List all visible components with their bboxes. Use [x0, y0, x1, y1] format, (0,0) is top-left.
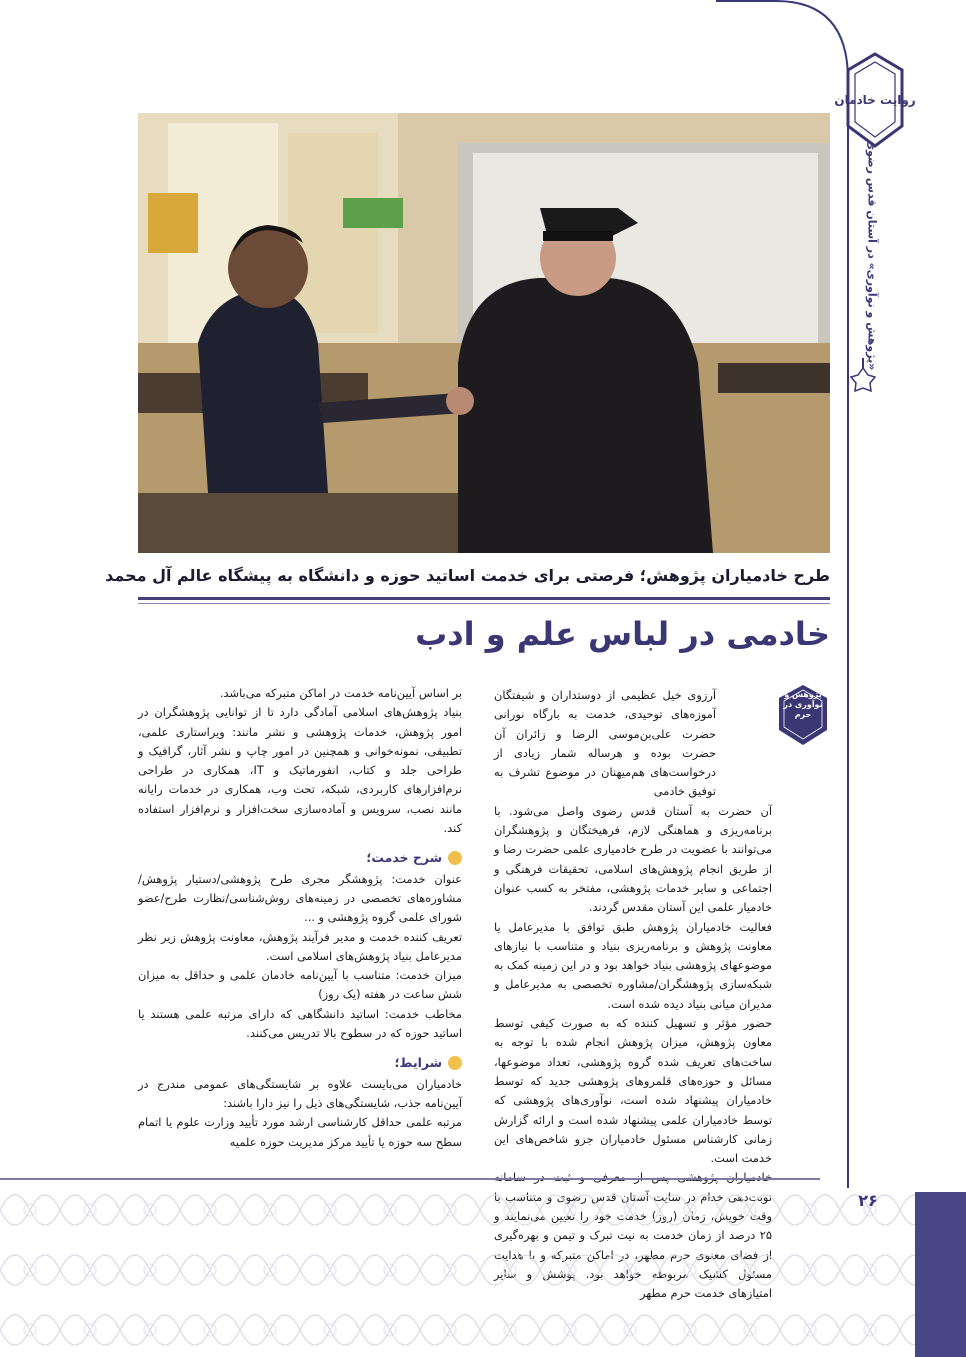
article-paragraph: مرتبه علمی حداقل کارشناسی ارشد مورد تأیید وزارت علوم یا اتمام سطح سه حوزه یا تأیید مرکز مدیریت حوزه علمیه — [138, 1115, 462, 1149]
section-heading-label: شرایط؛ — [394, 1055, 442, 1071]
article-paragraph: عنوان خدمت: پژوهشگر مجری طرح پژوهشی/دستیار پژوهش/مشاوره‌های تخصصی در زمینه‌های روش‌شناسی/نظارت طرح/عضو شورای علمی گروه پژوهشی و ... — [138, 871, 462, 925]
logo-text: روایت خادمان — [834, 93, 916, 107]
divider-line-thin — [138, 603, 830, 604]
article-photo — [138, 113, 830, 553]
side-color-band — [915, 1192, 966, 1357]
article-paragraph: حضور مؤثر و تسهیل کننده که به صورت کیفی توسط معاون پژوهش، میزان پژوهش انجام شده با توجه به ساخت‌های تعریف شده گروه پژوهشی، تعداد موضوعها، مسائل و حوزه‌های قلمروهای پژوهشی جدید که توسط خادمیاران پیشنهاد شده است، نوآوری‌های پژوهشی که توسط خادمیاران علمی پیشنهاد شده است و ارائه گزارش زمانی کارشناس مسئول خادمیاران جزو شاخص‌های این خدمت است. — [494, 1016, 772, 1166]
article-paragraph: بر اساس آیین‌نامه خدمت در اماکن متبرکه می‌باشد. — [219, 686, 462, 700]
article-subtitle: طرح خادمیاران پژوهش؛ فرصتی برای خدمت اساتید حوزه و دانشگاه به پیشگاه عالم آل محمد — [105, 566, 830, 585]
article-paragraph: میزان خدمت: متناسب با آیین‌نامه خادمان علمی و حداقل به میزان شش ساعت در هفته (یک روز) — [138, 968, 462, 1002]
divider-line — [138, 597, 830, 600]
frame-vertical-line — [847, 178, 849, 1188]
footer-pattern — [0, 1180, 915, 1357]
star-ornament-icon — [850, 358, 876, 398]
section-heading-label: شرح خدمت؛ — [366, 850, 442, 866]
article-column-left — [138, 684, 462, 1152]
article-paragraph: آرزوی خیل عظیمی از دوستداران و شیفتگان آموزه‌های توحیدی، خدمت به بارگاه نورانی حضرت علی‌بن‌موسی الرضا و زائران آن حضرت بوده و هرساله شمار زیادی از درخواست‌های هم‌میهنان در موضوع تشرف به توفیق خادمی — [494, 688, 716, 799]
heading-dot-icon — [448, 1056, 462, 1070]
article-paragraph: مخاطب خدمت: اساتید دانشگاهی که دارای مرتبه علمی هستند یا اساتید حوزه که در سطوح بالا تدریس می‌کنند. — [138, 1006, 462, 1041]
article-paragraph: خادمیاران می‌بایست علاوه بر شایستگی‌های عمومی مندرج در آیین‌نامه جذب، شایستگی‌های ذیل را نیز دارا باشند: — [138, 1076, 462, 1110]
article-paragraph: بنیاد پژوهش‌های اسلامی آمادگی دارد تا از توانایی پژوهشگران در امور پژوهش، خدمات پژوهشی و نشر مانند: ویراستاری علمی، تطبیقی، نمونه‌خوانی و همچنین در امور چاپ و نشر آثار، گرافیک و طراحی جلد و کتاب، انفورماتیک و IT، همکاری در طراحی نرم‌افزارهای کاربردی، شبکه، تحت وب، همکاری در خدمات رایانه مانند نصب، سرویس و آماده‌سازی سخت‌افزار و نرم‌افزار استفاده کند. — [138, 705, 463, 836]
article-paragraph: فعالیت خادمیاران پژوهش طبق توافق با مدیرعامل یا معاونت پژوهش و برنامه‌ریزی بنیاد و متناسب با نیازهای موضوعهای پژوهشی بنیاد خواهد بود و در این زمینه کمک به شبکه‌سازی پژوهشگران/مشاوره تخصصی به مدیرعامل و مدیران میانی بنیاد دیده شده است. — [494, 919, 772, 1011]
vertical-section-label-wrap — [860, 139, 884, 371]
article-paragraph: آن حضرت به آستان قدس رضوی واصل می‌شود. با برنامه‌ریزی و هماهنگی لازم، فرهیختگان و پژوهشگران می‌توانند با عضویت در طرح خادمیاری علمی حضرت رضا و از طریق انجام پژوهش‌های اسلامی، تحقیقات فرهنگی و اجتماعی و سایر خدمات پژوهشی، مفتخر به کسب عنوان خادمیار علمی این آستان مقدس گردند. — [494, 803, 772, 915]
section-heading-sharh — [138, 848, 462, 867]
section-badge-label: پژوهش و نوآوری در حرم — [783, 690, 823, 719]
heading-dot-icon — [448, 851, 462, 865]
magazine-logo — [834, 52, 916, 148]
article-paragraph: تعریف کننده خدمت و مدیر فرآیند پژوهش، معاونت پژوهش زیر نظر مدیرعامل بنیاد پژوهش‌های اسلامی است. — [138, 929, 462, 963]
section-heading-sharayet — [138, 1053, 462, 1072]
page-number: ۲۶ — [858, 1191, 878, 1210]
article-title: خادمی در لباس علم و ادب — [415, 615, 830, 653]
vertical-section-label: «پژوهش و نوآوری» در آستان قدس رضوی — [865, 139, 879, 371]
